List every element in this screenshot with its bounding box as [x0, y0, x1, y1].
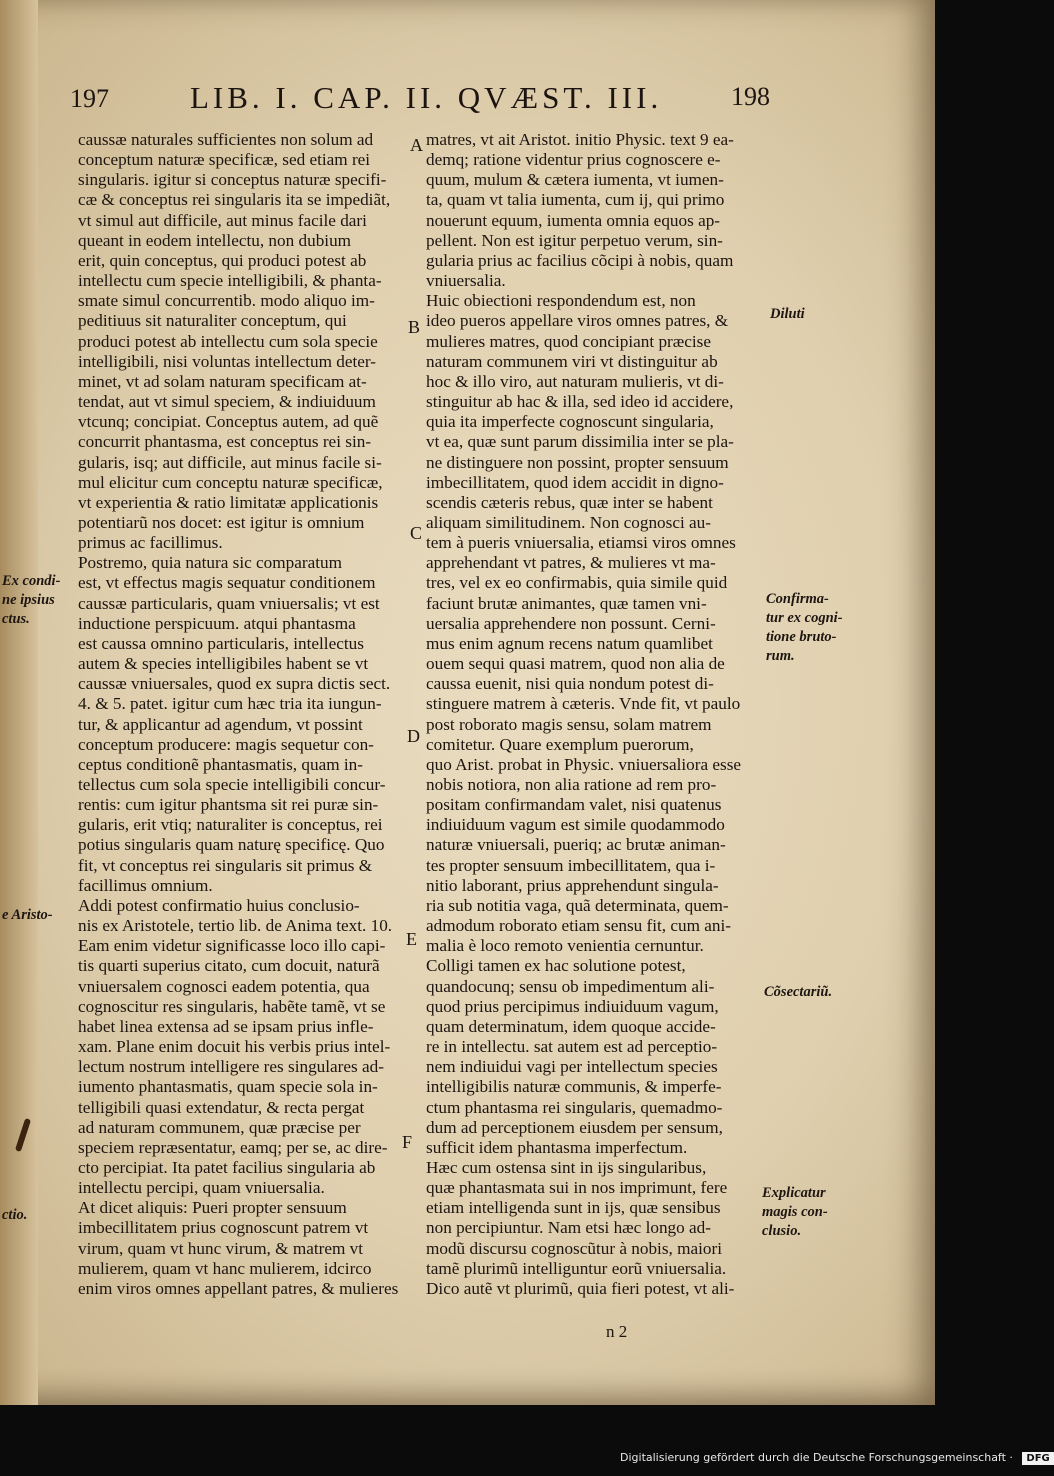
running-head: LIB. I. CAP. II. QVÆST. III. [190, 80, 663, 115]
dfg-logo: DFG [1022, 1452, 1053, 1465]
digitization-footer [620, 1451, 1054, 1465]
left-column [78, 130, 404, 1299]
margin-note-right-3: Cõsectariũ. [764, 984, 833, 1000]
margin-note-left-1: Ex condi- ne ipsius ctus. [2, 573, 61, 627]
margin-note-right-2: Confirma- tur ex cogni- tione bruto- rum. [766, 591, 843, 664]
signature-mark: n 2 [606, 1322, 628, 1341]
section-letter-f: F [402, 1132, 413, 1152]
folio-right: 198 [731, 82, 770, 111]
section-letter-a: A [410, 135, 423, 155]
margin-note-left-3: ctio. [2, 1207, 28, 1223]
left-column-text: caussæ naturales sufficientes non solum ad conceptum naturæ specificæ, sed etiam rei singularis. igitur si conceptus naturæ specifi- cæ & conceptus rei singularis ita se impediãt, vt simul aut difficile, aut minus facile dari queant in eodem intellectu, non dubium erit, quin conceptus, qui produci potest ab intellectu cum specie intelligibili, & phanta- smate simul concurrentib. modo aliquo im- peditiuus sit naturaliter conceptum, qui produci potest ab intellectu cum sola specie intelligibili, nisi voluntas intellectum deter- minet, vt ad solam naturam specificam at- tendat, aut vt simul speciem, & indiuiduum vtcunq; concipiat. Conceptus autem, ad quẽ concurrit phantasma, est conceptus rei sin- gularis, isq; aut difficile, aut minus facile si- mul elicitur cum conceptu naturæ specificæ, vt experientia & ratio limitatæ applicationis potentiarũ nos docet: est igitur is omnium primus ac facillimus. Postremo, quia natura sic comparatum est, vt effectus magis sequatur conditionem caussæ particularis, quam vniuersalis; vt est inductione perspicuum. atqui phantasma est caussa omnino particularis, intellectus autem & species intelligibiles habent se vt caussæ vniuersales, quod ex supra dictis sect. 4. & 5. patet. igitur cum hæc tria ita iungun- tur, & applicantur ad agendum, vt possint conceptum producere: magis sequetur con- ceptus conditionẽ phantasmatis, quam in- tellectus cum sola specie intelligibili concur- rentis: cum igitur phantsma sit rei puræ sin- gularis, erit vtiq; naturaliter is conceptus, rei potius singularis quam naturę specificę. Quo fit, vt conceptus rei singularis sit primus & facillimus omnium. Addi potest confirmatio huius conclusio- nis ex Aristotele, tertio lib. de Anima text. 10. Eam enim videtur significasse loco illo capi- tis quarti superius citato, cum docuit, naturã vniuersalem cognosci eadem potentia, qua cognoscitur res singularis, habẽte tamẽ, vt se habet linea extensa ad se ipsam prius infle- xam. Plane enim docuit his verbis prius intel- lectum nostrum intelligere res singulares ad- iumento phantasmatis, quam specie sola in- telligibili quasi extendatur, & recta pergat ad naturam communem, quæ præcise per speciem repræsentatur, eamq; per se, ac dire- cto percipiat. Ita patet facilius singularia ab intellectu percipi, quam vniuersalia. At dicet aliquis: Pueri propter sensuum imbecillitatem prius cognoscunt patrem vt virum, quam vt hunc virum, & matrem vt mulierem, quam vt hanc mulierem, idcirco enim viros omnes appellant patres, & mulieres [78, 130, 399, 1298]
section-letter-d: D [407, 726, 420, 746]
footer-text: Digitalisierung gefördert durch die Deutsche Forschungsgemeinschaft · [620, 1451, 1013, 1464]
folio-left: 197 [70, 84, 109, 113]
page-header [70, 78, 770, 122]
section-letter-e: E [406, 929, 417, 949]
right-column-text: matres, vt ait Aristot. initio Physic. text 9 ea- demq; ratione videntur prius cognoscere e- quum, mulum & cætera iumenta, vt iumen- ta, quam vt talia iumenta, cum ij, qui primo nouerunt equum, iumenta omnia equos ap- pellent. Non est igitur perpetuo verum, sin- gularia prius ac facilius cõcipi à nobis, quam vniuersalia. Huic obiectioni respondendum est, non ideo pueros appellare viros omnes patres, & mulieres matres, quod concipiant præcise naturam communem viri vt distinguitur ab hoc & illo viro, aut naturam mulieris, vt di- stinguitur ab hac & illa, sed ideo id accidere, quia ita imperfecte cognoscunt singularia, vt ea, quæ sunt parum dissimilia inter se pla- ne distinguere non possint, propter sensuum imbecillitatem, quod idem accidit in digno- scendis cæteris rebus, quæ inter se habent aliquam similitudinem. Non cognosci au- tem à pueris vniuersalia, etiamsi viros omnes apprehendant vt patres, & mulieres vt ma- tres, vel ex eo confirmabis, quia simile quid faciunt brutæ animantes, quæ tamen vni- uersalia apprehendere non possunt. Cerni- mus enim agnum recens natum quamlibet ouem sequi quasi matrem, quod non alia de caussa euenit, nisi quia nondum potest di- stinguere matrem à cæteris. Vnde fit, vt paulo post roborato magis sensu, solam matrem comitetur. Quare exemplum puerorum, quo Arist. probat in Physic. vniuersaliora esse nobis notiora, non alia ratione ad rem pro- positam confirmandam valet, nisi quatenus indiuiduum vagum est simile quodammodo naturæ vniuersali, pueriq; ac brutæ animan- tes propter sensuum imbecillitatem, qua i- nitio laborant, prius apprehendunt singula- ria sub notitia vaga, quã determinata, quem- admodum roborato etiam sensu fit, cum ani- malia è loco remoto venientia cernuntur. Colligi tamen ex hac solutione potest, quandocunq; sensu ob impedimentum ali- quod prius percipimus indiuiduum vagum, quam determinatum, idem quoque accide- re in intellectu. sat autem est ad perceptio- nem indiuidui vagi per intellectum species intelligibilis naturæ communis, & imperfe- ctum phantasma rei singularis, quemadmo- dum ad perceptionem eiusdem per sensum, sufficit idem phantasma imperfectum. Hæc cum ostensa sint in ijs singularibus, quæ phantasmata sui in nos imprimunt, fere etiam intelligenda sunt in ijs, quæ sensibus non percipiuntur. Nam etsi hæc longo ad- modũ discursu cognoscũtur à nobis, maiori tamẽ plurimũ intelliguntur eorũ vniuersalia. Dico autẽ vt plurimũ, quia fieri potest, vt ali- [426, 130, 742, 1298]
right-column [426, 130, 764, 1299]
section-letter-c: C [410, 523, 423, 543]
margin-note-right-4: Explicatur magis con- clusio. [762, 1185, 828, 1239]
section-letter-b: B [408, 317, 421, 337]
margin-note-left-2: e Aristo- [2, 907, 53, 923]
left-page-edge [0, 0, 38, 1405]
margin-note-right-1: Diluti [770, 306, 805, 322]
